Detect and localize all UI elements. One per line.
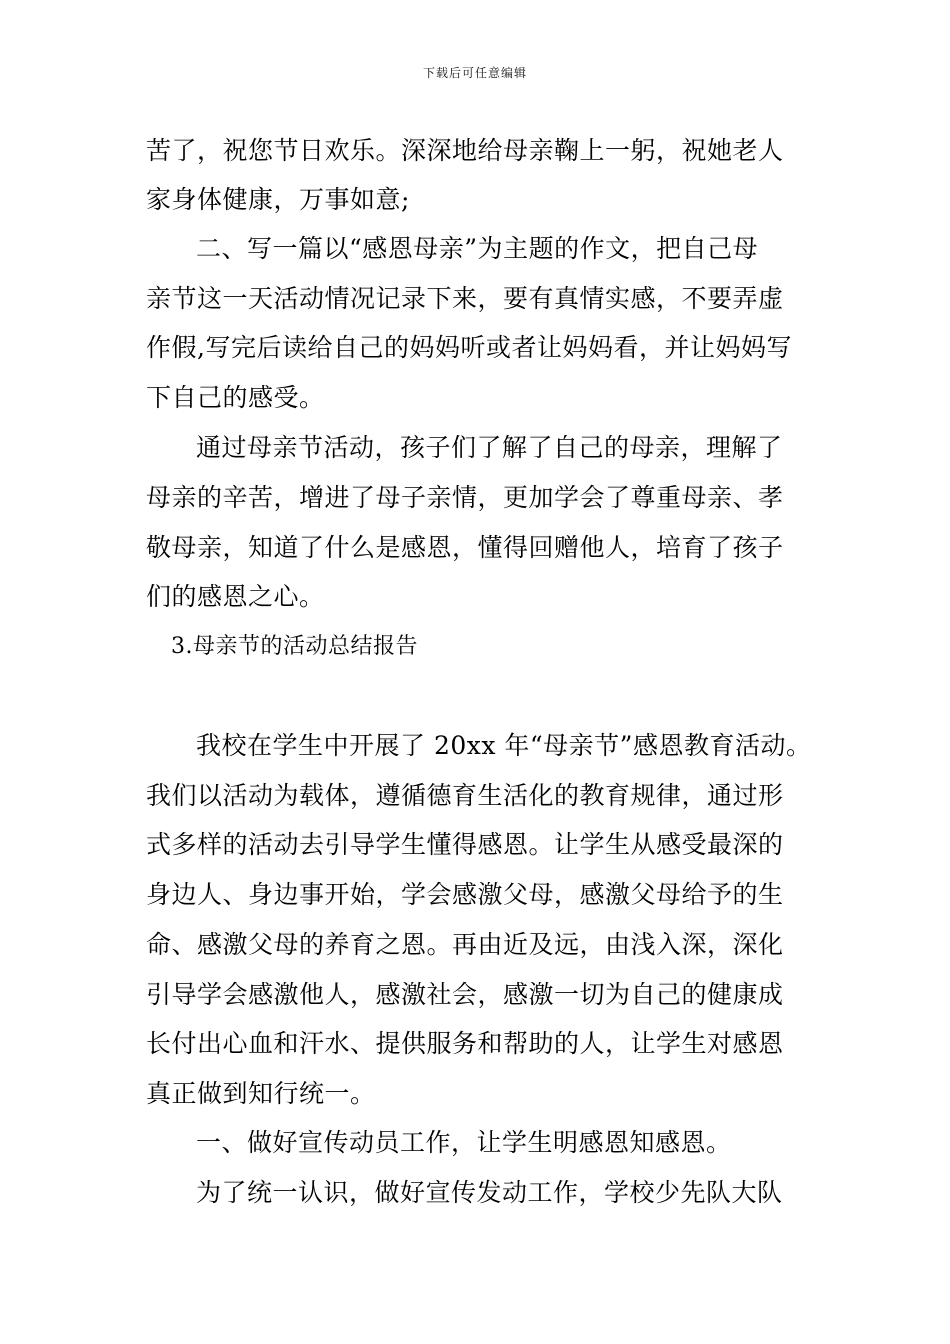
text-line: 身边人、身边事开始，学会感激父母，感激父母给予的生 [146,880,784,909]
text-line: 们的感恩之心。 [146,582,325,611]
text-line: 通过母亲节活动，孩子们了解了自己的母亲，理解了 [196,433,783,462]
page-header: 下载后可任意编辑 [422,66,527,80]
section-heading: 3.母亲节的活动总结报告 [171,634,418,659]
text-line: 苦了，祝您节日欢乐。深深地给母亲鞠上一躬，祝她老人 [146,136,784,165]
text-line: 式多样的活动去引导学生懂得感恩。让学生从感受最深的 [146,830,784,859]
text-line: 二、写一篇以“感恩母亲”为主题的作文，把自己母 [196,234,759,263]
text-line: 敬母亲，知道了什么是感恩，懂得回赠他人，培育了孩子 [146,533,784,562]
text-line: 引导学会感激他人，感激社会，感激一切为自己的健康成 [146,980,784,1009]
text-line: 下自己的感受。 [146,383,325,412]
text-line: 长付出心血和汗水、提供服务和帮助的人，让学生对感恩 [146,1029,784,1058]
text-line: 真正做到知行统一。 [146,1079,376,1108]
text-line: 命、感激父母的养育之恩。再由近及远，由浅入深，深化 [146,930,784,959]
text-line: 我校在学生中开展了 20xx 年“母亲节”感恩教育活动。 [196,731,812,760]
text-line: 家身体健康，万事如意; [146,185,410,214]
text-line: 我们以活动为载体，遵循德育生活化的教育规律，通过形 [146,781,784,810]
text-line: 一、做好宣传动员工作，让学生明感恩知感恩。 [196,1128,732,1157]
text-line: 作假,写完后读给自己的妈妈听或者让妈妈看，并让妈妈写 [146,333,792,362]
text-line: 母亲的辛苦，增进了母子亲情，更加学会了尊重母亲、孝 [146,483,784,512]
text-line: 为了统一认识，做好宣传发动工作，学校少先队大队 [196,1178,783,1207]
text-line: 亲节这一天活动情况记录下来，要有真情实感，不要弄虚 [146,284,784,313]
